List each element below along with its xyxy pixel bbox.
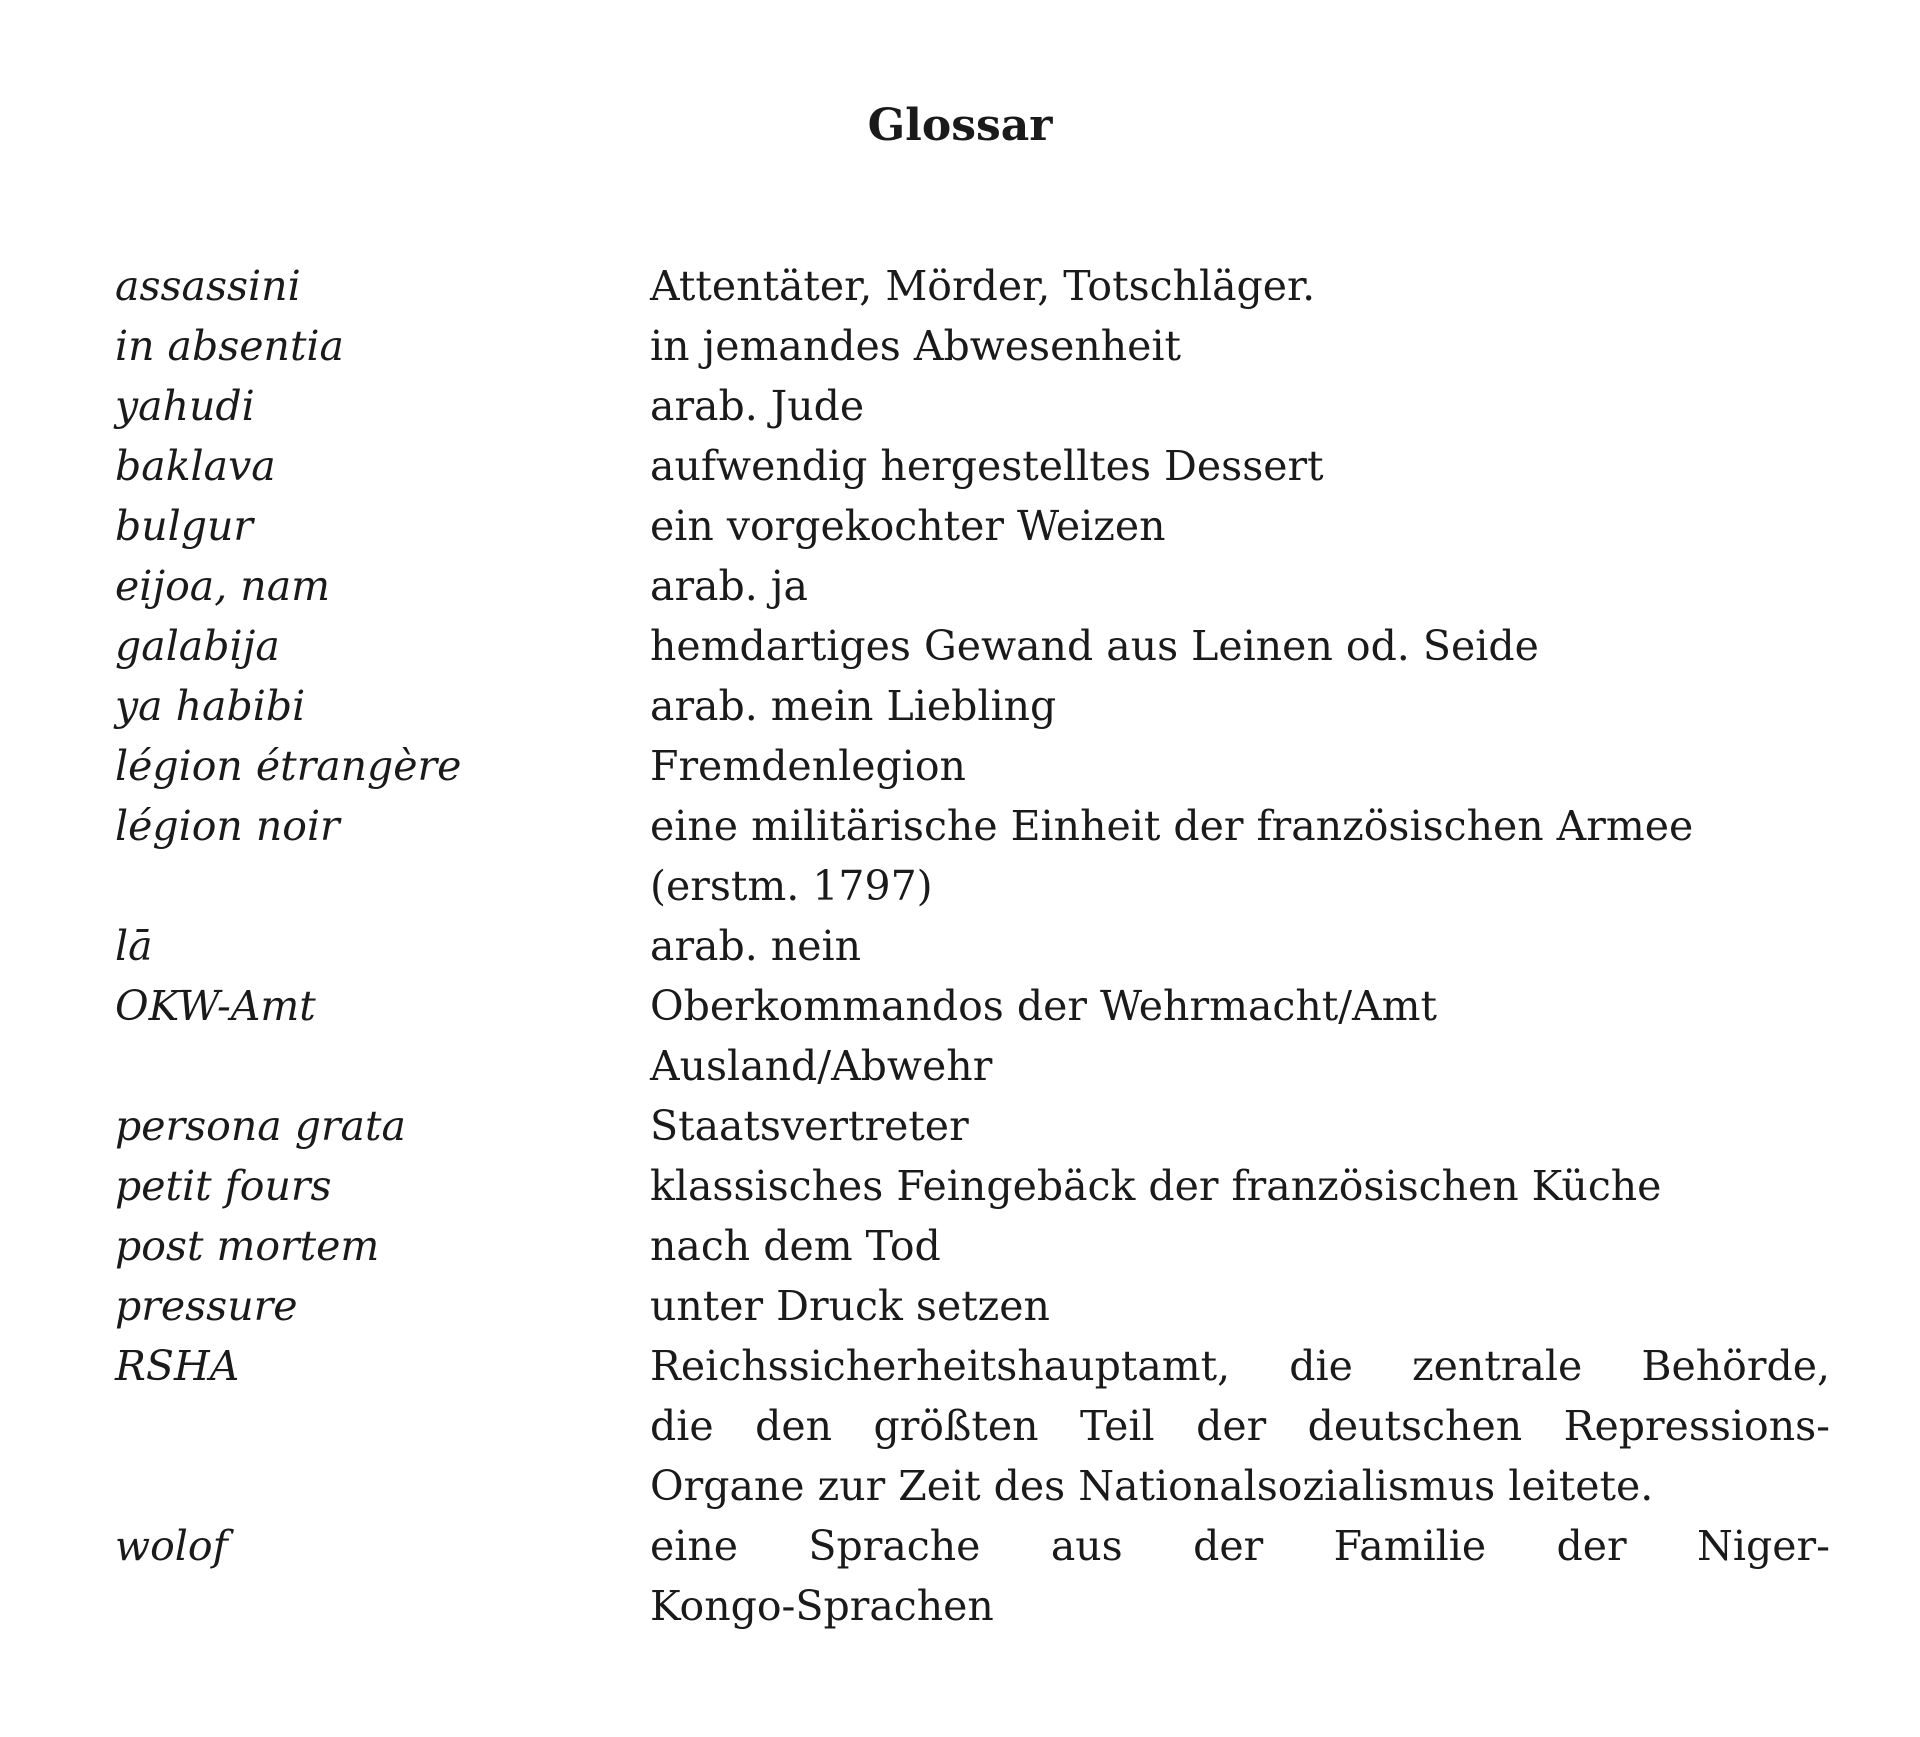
glossary-definition: [650, 676, 1830, 736]
glossary-definition: [650, 796, 1830, 916]
glossary-term: ya habibi: [115, 682, 306, 730]
glossary-term: wolof: [115, 1522, 228, 1570]
glossary-definition: [650, 976, 1830, 1096]
definition-line: die den größten Teil der deutschen Repressions-: [650, 1402, 1830, 1450]
glossary-definition: [650, 496, 1830, 556]
glossary-definition: [650, 1516, 1830, 1636]
definition-line: Ausland/Abwehr: [650, 1042, 993, 1090]
glossary-entry: [115, 1156, 1835, 1216]
glossary-entry: [115, 556, 1835, 616]
definition-line: (erstm. 1797): [650, 862, 933, 910]
glossary-term: yahudi: [115, 382, 255, 430]
glossary-entry: [115, 436, 1835, 496]
page-title: Glossar: [867, 100, 1053, 151]
definition-line: Kongo-Sprachen: [650, 1582, 994, 1630]
definition-line: ein vorgekochter Weizen: [650, 502, 1166, 550]
glossary-term: post mortem: [115, 1222, 380, 1270]
definition-line: eine Sprache aus der Familie der Niger-: [650, 1522, 1830, 1570]
definition-line: Organe zur Zeit des Nationalsozialismus leitete.: [650, 1462, 1654, 1510]
glossary-entry: [115, 376, 1835, 436]
definition-line: arab. ja: [650, 562, 808, 610]
definition-line: in jemandes Abwesenheit: [650, 322, 1182, 370]
definition-line: arab. Jude: [650, 382, 865, 430]
definition-line: Attentäter, Mörder, Totschläger.: [650, 262, 1316, 310]
glossary-entry: [115, 1096, 1835, 1156]
glossary-term: pressure: [115, 1282, 298, 1330]
glossary-definition: [650, 616, 1830, 676]
glossary-entry: [115, 676, 1835, 736]
glossary-definition: [650, 1276, 1830, 1336]
definition-line: Oberkommandos der Wehrmacht/Amt: [650, 982, 1438, 1030]
glossary-definition: [650, 316, 1830, 376]
glossary-definition: [650, 1216, 1830, 1276]
definition-line: unter Druck setzen: [650, 1282, 1050, 1330]
glossary-entry: [115, 256, 1835, 316]
glossary-term: assassini: [115, 262, 301, 310]
glossary-term: RSHA: [115, 1342, 240, 1390]
definition-line: klassisches Feingebäck der französischen Küche: [650, 1162, 1662, 1210]
glossary-entry: [115, 976, 1835, 1096]
glossary-term: légion étrangère: [115, 742, 462, 790]
glossary-entry: [115, 1216, 1835, 1276]
glossary-entry: [115, 796, 1835, 916]
glossary-list: [115, 256, 1835, 1636]
glossary-definition: [650, 916, 1830, 976]
glossary-entry: [115, 616, 1835, 676]
glossary-term: persona grata: [115, 1102, 406, 1150]
glossary-definition: [650, 1096, 1830, 1156]
definition-line: hemdartiges Gewand aus Leinen od. Seide: [650, 622, 1539, 670]
definition-line: aufwendig hergestelltes Dessert: [650, 442, 1324, 490]
glossary-entry: [115, 736, 1835, 796]
glossary-definition: [650, 556, 1830, 616]
glossary-entry: [115, 496, 1835, 556]
glossary-definition: [650, 1156, 1830, 1216]
glossary-definition: [650, 436, 1830, 496]
definition-line: nach dem Tod: [650, 1222, 941, 1270]
glossary-entry: [115, 316, 1835, 376]
glossary-term: lā: [115, 922, 153, 970]
definition-line: Fremdenlegion: [650, 742, 966, 790]
glossary-term: eijoa, nam: [115, 562, 331, 610]
glossary-definition: [650, 256, 1830, 316]
glossary-definition: [650, 736, 1830, 796]
glossary-term: OKW-Amt: [115, 982, 316, 1030]
glossary-definition: [650, 1336, 1830, 1516]
glossary-entry: [115, 1336, 1835, 1516]
glossary-term: bulgur: [115, 502, 254, 550]
glossary-entry: [115, 1276, 1835, 1336]
definition-line: Reichssicherheitshauptamt, die zentrale Behörde,: [650, 1342, 1830, 1390]
definition-line: arab. mein Liebling: [650, 682, 1057, 730]
definition-line: eine militärische Einheit der französischen Armee: [650, 802, 1694, 850]
glossary-term: légion noir: [115, 802, 340, 850]
glossary-entry: [115, 1516, 1835, 1636]
glossary-entry: [115, 916, 1835, 976]
glossary-term: baklava: [115, 442, 276, 490]
glossary-term: galabija: [115, 622, 280, 670]
definition-line: arab. nein: [650, 922, 861, 970]
glossary-term: in absentia: [115, 322, 344, 370]
glossary-term: petit fours: [115, 1162, 332, 1210]
glossary-definition: [650, 376, 1830, 436]
definition-line: Staatsvertreter: [650, 1102, 969, 1150]
